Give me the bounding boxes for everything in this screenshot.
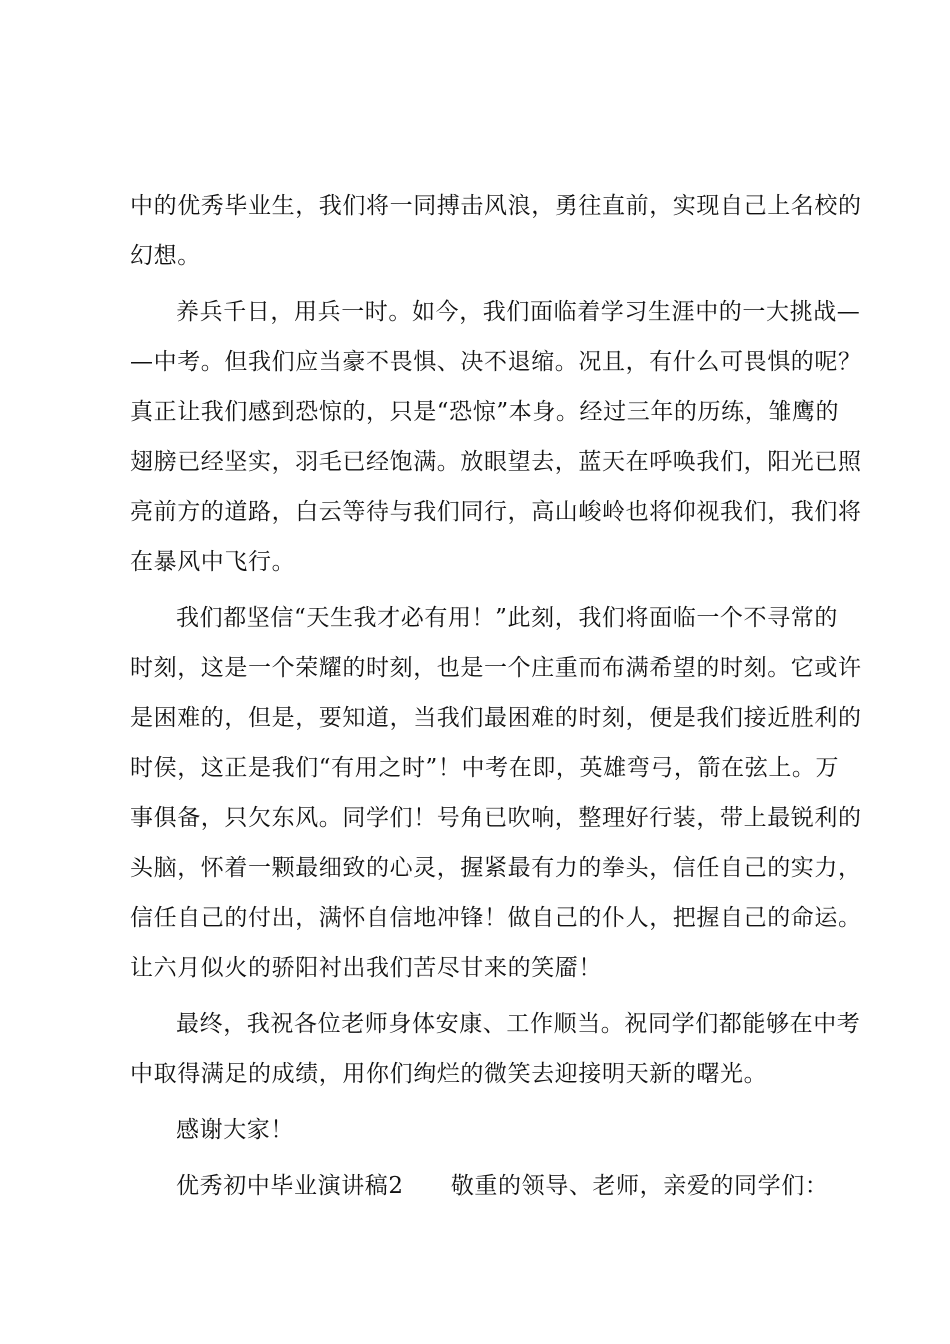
text-line: 时侯，这正是我们“有用之时”！中考在即，英雄弯弓，箭在弦上。万 [130,755,840,781]
text-line: 幻想。 [130,243,201,269]
text-line: 信任自己的付出，满怀自信地冲锋！做自己的仆人，把握自己的命运。 [130,905,862,931]
text-line: 翅膀已经坚实，羽毛已经饱满。放眼望去，蓝天在呼唤我们，阳光已照 [130,449,862,475]
text-line: 感谢大家！ [176,1117,294,1143]
text-line: 最终，我祝各位老师身体安康、工作顺当。祝同学们都能够在中考 [176,1011,861,1037]
text-line: —中考。但我们应当豪不畏惧、决不退缩。况且，有什么可畏惧的呢？ [130,349,862,375]
text-line: 在暴风中飞行。 [130,549,296,575]
text-line: 时刻，这是一个荣耀的时刻，也是一个庄重而布满希望的时刻。它或许 [130,655,862,681]
text-line: 事俱备，只欠东风。同学们！号角已吹响，整理好行装，带上最锐利的 [130,805,862,831]
document-body [130,181,862,1211]
paragraph-1 [130,181,862,281]
paragraph-6 [130,1161,835,1211]
text-line: 真正让我们感到恐惊的，只是“恐惊”本身。经过三年的历练，雏鹰的 [130,399,840,425]
text-line: 亮前方的道路，白云等待与我们同行，高山峻岭也将仰视我们，我们将 [130,499,862,525]
paragraph-3 [130,593,862,993]
text-line: 头脑，怀着一颗最细致的心灵，握紧最有力的拳头，信任自己的实力， [130,855,862,881]
text-line: 中的优秀毕业生，我们将一同搏击风浪，勇往直前，实现自己上名校的 [130,193,862,219]
text-line: 中取得满足的成绩，用你们绚烂的微笑去迎接明天新的曙光。 [130,1061,768,1087]
text-line: 养兵千日，用兵一时。如今，我们面临着学习生涯中的一大挑战— [176,299,861,325]
section-heading-line: 优秀初中毕业演讲稿2 敬重的领导、老师，亲爱的同学们： [176,1173,829,1199]
paragraph-4 [130,999,861,1099]
text-line: 让六月似火的骄阳衬出我们苦尽甘来的笑靥！ [130,955,602,981]
paragraph-2 [130,287,862,587]
text-line: 是困难的，但是，要知道，当我们最困难的时刻，便是我们接近胜利的 [130,705,862,731]
text-line: 我们都坚信“天生我才必有用！”此刻，我们将面临一个不寻常的 [176,605,838,631]
paragraph-5 [130,1105,835,1155]
